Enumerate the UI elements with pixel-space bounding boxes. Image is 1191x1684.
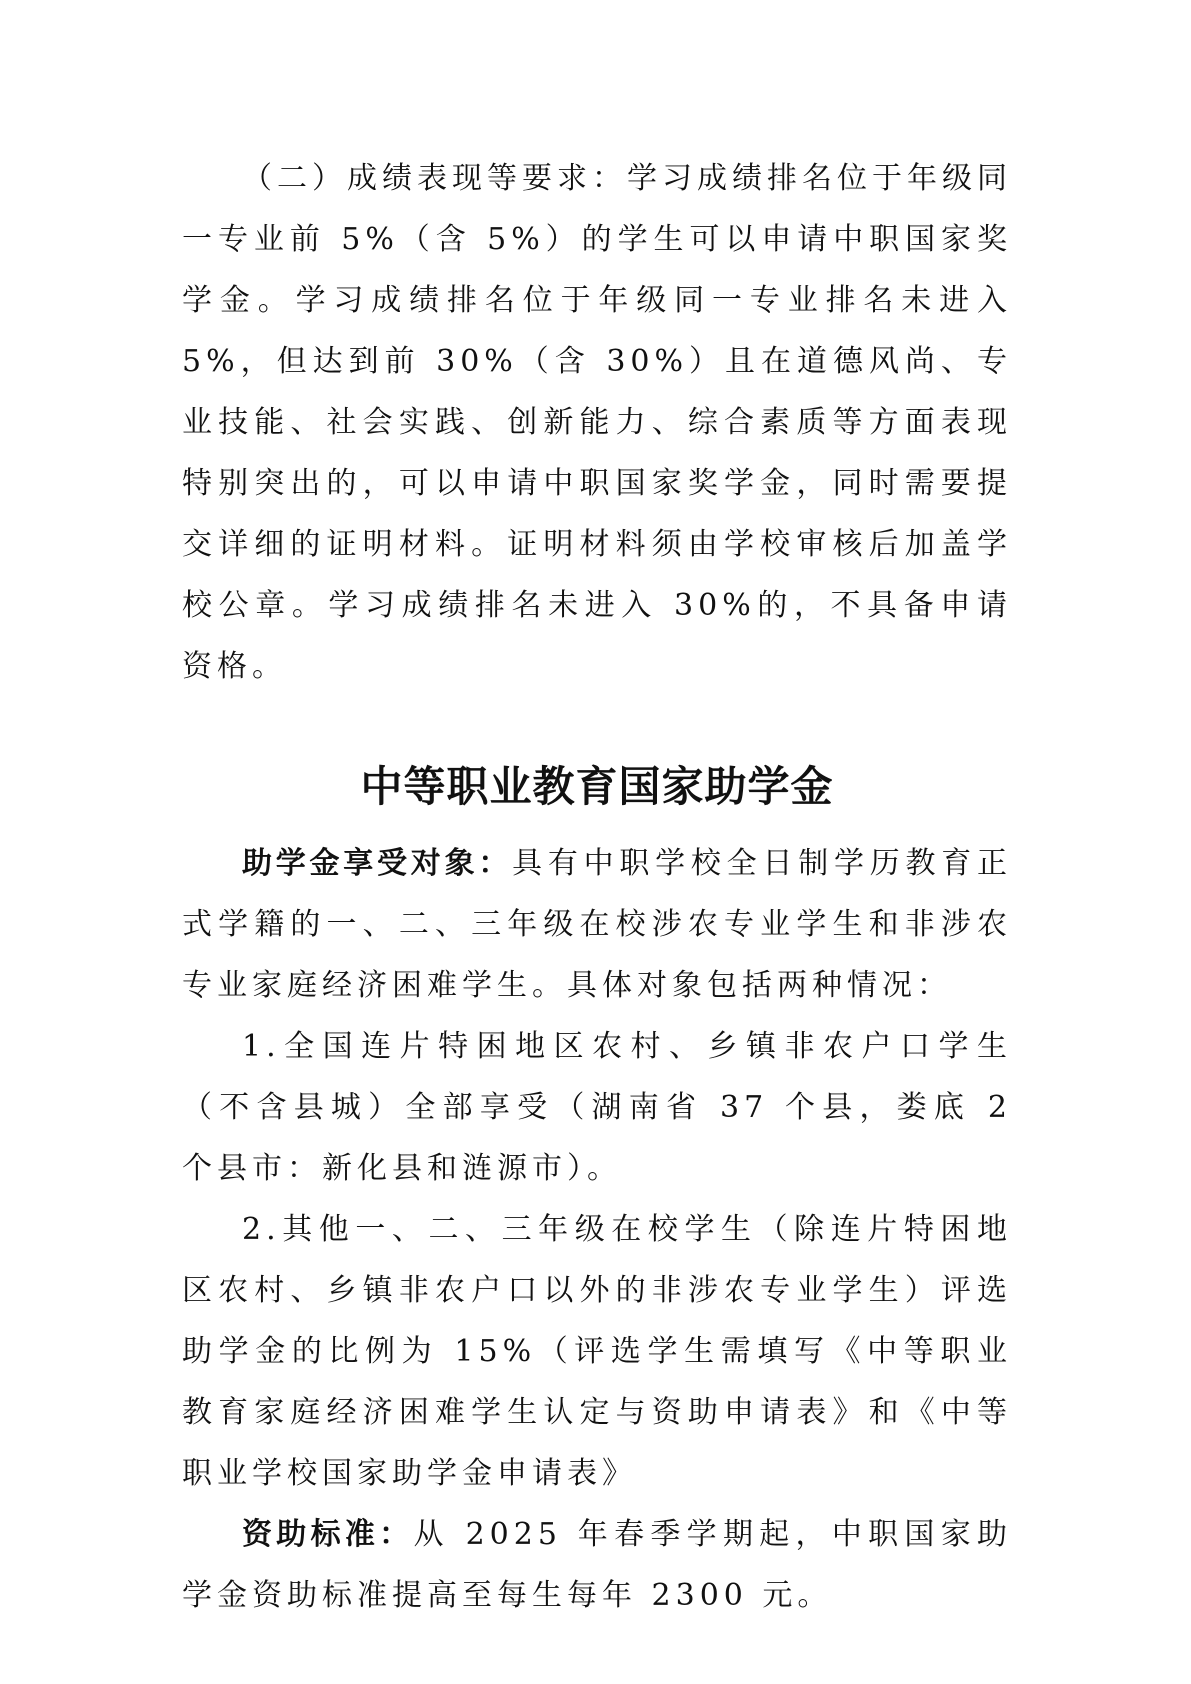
funding-standard-label: 资助标准： (242, 1517, 414, 1552)
scholarship-requirements-paragraph: （二）成绩表现等要求：学习成绩排名位于年级同一专业前 5%（含 5%）的学生可以申请中职国家奖学金。学习成绩排名位于年级同一专业排名未进入 5%，但达到前 30%（含 30%）且在道德风尚、专业技能、社会实践、创新能力、综合素质等方面表现特别突出的，可以申请中职国家奖学金，同时需要提交详细的证明材料。证明材料须由学校审核后加盖学校公章。学习成绩排名未进入 30%的，不具备申请资格。 (182, 161, 1012, 684)
funding-standard-text: 从 2025 年春季学期起，中职国家助学金资助标准提高至每生每年 2300 元。 (182, 1517, 1012, 1613)
section-title: 中等职业教育国家助学金 (360, 762, 834, 811)
eligibility-paragraph (182, 833, 1012, 1016)
eligibility-label: 助学金享受对象： (242, 846, 513, 881)
document-content (182, 148, 1012, 1626)
funding-standard-paragraph (182, 1504, 1012, 1626)
eligibility-text: 具有中职学校全日制学历教育正式学籍的一、二、三年级在校涉农专业学生和非涉农专业家庭经济困难学生。具体对象包括两种情况： (182, 846, 1013, 1003)
eligibility-item-2: 2.其他一、二、三年级在校学生（除连片特困地区农村、乡镇非农户口以外的非涉农专业学生）评选助学金的比例为 15%（评选学生需填写《中等职业教育家庭经济困难学生认定与资助申请表》和《中等职业学校国家助学金申请表》 (182, 1212, 1012, 1491)
eligibility-item-1: 1.全国连片特困地区农村、乡镇非农户口学生（不含县城）全部享受（湖南省 37 个县，娄底 2 个县市：新化县和涟源市）。 (182, 1029, 1012, 1186)
